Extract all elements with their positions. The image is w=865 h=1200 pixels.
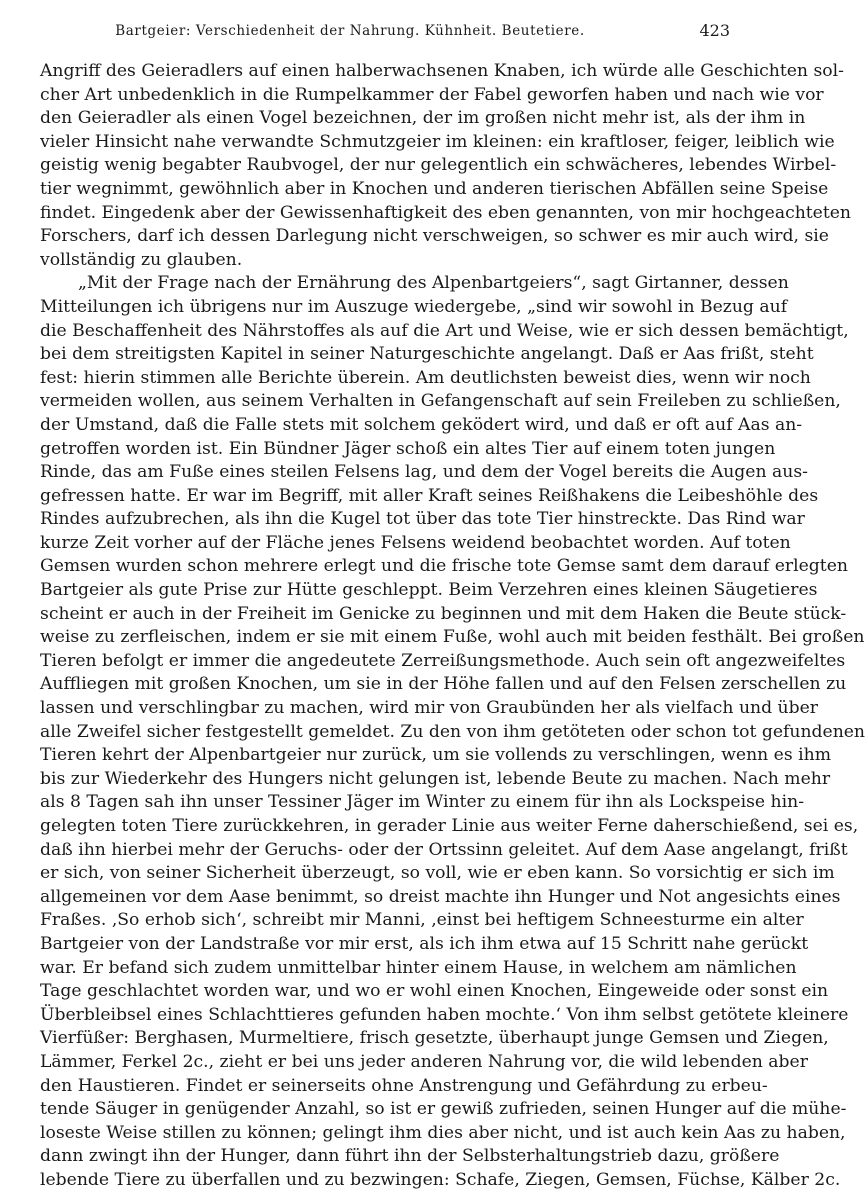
text-line: gelegten toten Tiere zurückkehren, in gerader Linie aus weiter Ferne daherschießend, sei es,: [40, 816, 859, 836]
body-text: [40, 60, 865, 1193]
text-line: alle Zweifel sicher festgestellt gemeldet. Zu den von ihm getöteten oder schon tot gefundenen: [40, 721, 865, 742]
text-line: Tage geschlachtet worden war, und wo er wohl einen Knochen, Eingeweide oder sonst ein: [40, 981, 829, 1002]
text-line: kurze Zeit vorher auf der Fläche jenes Felsens weidend beobachtet worden. Auf toten: [40, 532, 791, 553]
text-line: Fraßes. ‚So erhob sich‘, schreibt mir Manni, ‚einst bei heftigem Schneesturme ein alter: [40, 910, 804, 931]
text-line: vollständig zu glauben.: [40, 249, 243, 270]
text-line: Bartgeier von der Landstraße vor mir erst, als ich ihm etwa auf 15 Schritt nahe gerückt: [40, 933, 809, 954]
text-line: findet. Eingedenk aber der Gewissenhaftigkeit des eben genannten, von mir hochgeachteten: [40, 202, 851, 223]
text-line: Auffliegen mit großen Knochen, um sie in der Höhe fallen und auf den Felsen zerschellen zu: [40, 674, 847, 695]
text-line: Überbleibsel eines Schlachttieres gefunden haben mochte.‘ Von ihm selbst getötete kleinere: [40, 1004, 849, 1025]
text-line: loseste Weise stillen zu können; gelingt ihm dies aber nicht, und ist auch kein Aas zu haben,: [40, 1122, 846, 1143]
text-line: Vierfüßer: Berghasen, Murmeltiere, frisch gesetzte, überhaupt junge Gemsen und Ziegen,: [40, 1028, 829, 1049]
text-line: war. Er befand sich zudem unmittelbar hinter einem Hause, in welchem am nämlichen: [40, 957, 797, 978]
text-line: Forschers, darf ich dessen Darlegung nicht verschweigen, so schwer es mir auch wird, sie: [40, 226, 829, 247]
text-line: Tieren befolgt er immer die angedeutete Zerreißungsmethode. Auch sein oft angezweifeltes: [40, 650, 846, 671]
text-line: er sich, von seiner Sicherheit überzeugt, so voll, wie er eben kann. So vorsichtig er sich im: [40, 863, 835, 884]
text-line: fest: hierin stimmen alle Berichte überein. Am deutlichsten beweist dies, wenn wir noch: [40, 367, 811, 388]
text-line: Rindes aufzubrechen, als ihn die Kugel tot über das tote Tier hinstreckte. Das Rind war: [40, 509, 805, 530]
text-line: weise zu zerfleischen, indem er sie mit einem Fuße, wohl auch mit beiden festhält. Bei großen: [40, 627, 865, 648]
text-line: Mitteilungen ich übrigens nur im Auszuge wiedergebe, „sind wir sowohl in Bezug auf: [40, 296, 788, 317]
text-line: Lämmer, Ferkel 2c., zieht er bei uns jeder anderen Nahrung vor, die wild lebenden aber: [40, 1051, 808, 1072]
page-number: 423: [699, 21, 730, 40]
text-line: tier wegnimmt, gewöhnlich aber in Knochen und anderen tierischen Abfällen seine Speise: [40, 178, 829, 199]
text-line: bis zur Wiederkehr des Hungers nicht gelungen ist, lebende Beute zu machen. Nach mehr: [40, 768, 831, 789]
text-line: bei dem streitigsten Kapitel in seiner Naturgeschichte angelangt. Daß er Aas frißt, steht: [40, 344, 814, 365]
text-line: geistig wenig begabter Raubvogel, der nur gelegentlich ein schwächeres, lebendes Wirbel-: [40, 155, 837, 176]
text-line: tende Säuger in genügender Anzahl, so ist er gewiß zufrieden, seinen Hunger auf die mühe-: [40, 1099, 847, 1120]
text-line: allgemeinen vor dem Aase benimmt, so dreist machte ihn Hunger und Not angesichts eines: [40, 886, 841, 907]
text-line: Gemsen wurden schon mehrere erlegt und die frische tote Gemse samt dem darauf erlegten: [40, 556, 848, 577]
running-header: [40, 18, 730, 44]
text-line: Rinde, das am Fuße eines steilen Felsens lag, und dem der Vogel bereits die Augen aus-: [40, 462, 808, 483]
text-line: vieler Hinsicht nahe verwandte Schmutzgeier im kleinen: ein kraftloser, feiger, leiblich wie: [40, 131, 835, 152]
text-line: lassen und verschlingbar zu machen, wird mir von Graubünden her als vielfach und über: [40, 698, 819, 719]
text-line: „Mit der Frage nach der Ernährung des Alpenbartgeiers“, sagt Girtanner, dessen: [78, 273, 789, 294]
paragraph: [40, 60, 851, 272]
text-line: Angriff des Geieradlers auf einen halberwachsenen Knaben, ich würde alle Geschichten sol-: [40, 61, 844, 81]
text-line: gefressen hatte. Er war im Begriff, mit aller Kraft seines Reißhakens die Leibeshöhle des: [40, 485, 819, 506]
paragraph: [40, 272, 865, 1192]
text-line: lebende Tiere zu überfallen und zu bezwingen: Schafe, Ziegen, Gemsen, Füchse, Kälber 2c.: [40, 1169, 841, 1190]
text-line: den Geieradler als einen Vogel bezeichnen, der im großen nicht mehr ist, als der ihm in: [40, 108, 806, 129]
text-line: als 8 Tagen sah ihn unser Tessiner Jäger im Winter zu einem für ihn als Lockspeise hin-: [40, 792, 805, 813]
text-line: scheint er auch in der Freiheit im Genicke zu beginnen und mit dem Haken die Beute stück-: [40, 603, 847, 624]
text-line: Bartgeier als gute Prise zur Hütte geschleppt. Beim Verzehren eines kleinen Säugetieres: [40, 580, 818, 601]
text-line: daß ihn hierbei mehr der Geruchs- oder der Ortssinn geleitet. Auf dem Aase angelangt, frißt: [40, 839, 848, 860]
text-line: cher Art unbedenklich in die Rumpelkammer der Fabel geworfen haben und nach wie vor: [40, 84, 824, 105]
text-line: Tieren kehrt der Alpenbartgeier nur zurück, um sie vollends zu verschlingen, wenn es ihm: [40, 745, 831, 766]
text-line: vermeiden wollen, aus seinem Verhalten in Gefangenschaft auf sein Freileben zu schließen,: [40, 391, 841, 412]
text-line: getroffen worden ist. Ein Bündner Jäger schoß ein altes Tier auf einem toten jungen: [40, 438, 776, 459]
text-line: den Haustieren. Findet er seinerseits ohne Anstrengung und Gefährdung zu erbeu-: [40, 1075, 768, 1096]
text-line: dann zwingt ihn der Hunger, dann führt ihn der Selbsterhaltungstrieb dazu, größere: [40, 1146, 780, 1167]
running-title: Bartgeier: Verschiedenheit der Nahrung. Kühnheit. Beutetiere.: [115, 23, 585, 39]
text-line: die Beschaffenheit des Nährstoffes als auf die Art und Weise, wie er sich dessen bemächtigt,: [40, 320, 849, 341]
text-line: der Umstand, daß die Falle stets mit solchem geködert wird, und daß er oft auf Aas an-: [40, 414, 803, 435]
